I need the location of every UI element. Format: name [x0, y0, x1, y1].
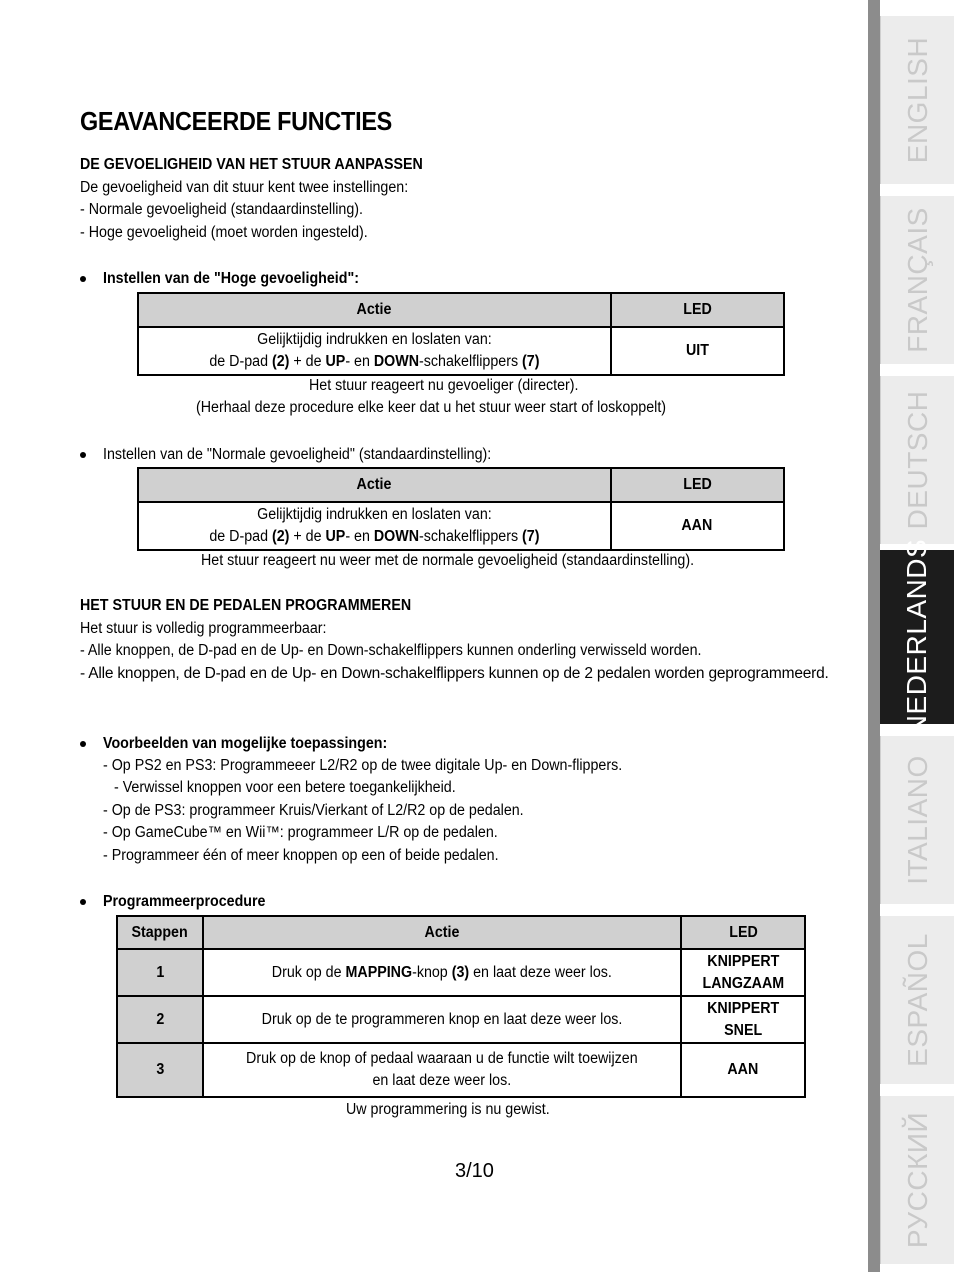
paragraph-line: - Hoge gevoeligheid (moet worden ingesteld).: [80, 224, 368, 241]
led-cell: AAN: [611, 502, 784, 550]
paragraph-justified: - Alle knoppen, de D-pad en de Up- en Down-schakelflippers kunnen op de 2 pedalen worden geprogrammeerd.: [80, 665, 829, 682]
bullet-procedure: Programmeerprocedure: [103, 893, 266, 910]
note-line: (Herhaal deze procedure elke keer dat u het stuur weer start of loskoppelt): [196, 399, 667, 416]
note-line: Het stuur reageert nu gevoeliger (directer).: [309, 377, 579, 394]
bullet-icon: [80, 741, 86, 747]
step-number: 3: [117, 1043, 203, 1097]
led-cell: KNIPPERT SNEL: [681, 996, 805, 1043]
procedure-table: [116, 915, 806, 1098]
bullet-icon: [80, 452, 86, 458]
list-item: - Verwissel knoppen voor een betere toegankelijkheid.: [114, 779, 456, 796]
step-number: 2: [117, 996, 203, 1043]
list-item: - Op de PS3: programmeer Kruis/Vierkant of L2/R2 op de pedalen.: [103, 802, 524, 819]
paragraph-line: Het stuur is volledig programmeerbaar:: [80, 620, 327, 637]
action-text: Gelijktijdig indrukken en loslaten van:: [256, 331, 492, 348]
led-cell: AAN: [681, 1043, 805, 1097]
action-cell: Druk op de knop of pedaal waaraan u de functie wilt toewijzen en laat deze weer los.: [203, 1043, 681, 1097]
tab-nederlands[interactable]: NEDERLANDS: [880, 550, 954, 724]
paragraph-line: - Alle knoppen, de D-pad en de Up- en Down-schakelflippers kunnen onderling verwisseld worden.: [80, 642, 702, 659]
tab-russian[interactable]: РУССКИЙ: [880, 1096, 954, 1264]
led-cell: KNIPPERT LANGZAAM: [681, 949, 805, 996]
action-text: Gelijktijdig indrukken en loslaten van:: [256, 506, 492, 523]
tab-francais[interactable]: FRANÇAIS: [880, 196, 954, 364]
bullet-icon: [80, 276, 86, 282]
column-header-led: LED: [611, 293, 784, 327]
list-item: - Op PS2 en PS3: Programmeeer L2/R2 op de twee digitale Up- en Down-flippers.: [103, 757, 623, 774]
tab-english[interactable]: ENGLISH: [880, 16, 954, 184]
column-header-action: Actie: [138, 468, 611, 502]
column-header-action: Actie: [138, 293, 611, 327]
tab-espanol[interactable]: ESPAÑOL: [880, 916, 954, 1084]
high-sensitivity-table: [137, 292, 785, 376]
bullet-high-sensitivity: Instellen van de "Hoge gevoeligheid":: [103, 270, 360, 287]
bullet-normal-sensitivity: Instellen van de "Normale gevoeligheid" (standaardinstelling):: [103, 446, 492, 463]
step-number: 1: [117, 949, 203, 996]
column-header-led: LED: [681, 916, 805, 949]
section-heading-programming: HET STUUR EN DE PEDALEN PROGRAMMEREN: [80, 597, 412, 614]
list-item: - Programmeer één of meer knoppen op een of beide pedalen.: [103, 847, 499, 864]
column-header-steps: Stappen: [117, 916, 203, 949]
page-title: GEAVANCEERDE FUNCTIES: [80, 106, 392, 136]
led-cell: UIT: [611, 327, 784, 375]
column-header-action: Actie: [203, 916, 681, 949]
sidebar-strip: [868, 0, 880, 1272]
action-cell: Druk op de te programmeren knop en laat deze weer los.: [203, 996, 681, 1043]
tab-deutsch[interactable]: DEUTSCH: [880, 376, 954, 544]
list-item: - Op GameCube™ en Wii™: programmeer L/R op de pedalen.: [103, 824, 498, 841]
action-cell: Gelijktijdig indrukken en loslaten van: de D-pad (2) + de UP- en DOWN-schakelflippers (7): [138, 327, 611, 375]
language-sidebar: [868, 0, 954, 1272]
action-cell: Druk op de MAPPING-knop (3) en laat deze weer los.: [203, 949, 681, 996]
section-heading-sensitivity: DE GEVOELIGHEID VAN HET STUUR AANPASSEN: [80, 156, 423, 173]
tab-italiano[interactable]: ITALIANO: [880, 736, 954, 904]
column-header-led: LED: [611, 468, 784, 502]
paragraph-line: - Normale gevoeligheid (standaardinstelling).: [80, 201, 363, 218]
page-number: 3/10: [455, 1160, 494, 1182]
bullet-icon: [80, 899, 86, 905]
bullet-examples: Voorbeelden van mogelijke toepassingen:: [103, 735, 388, 752]
normal-sensitivity-table: [137, 467, 785, 551]
note-line: Het stuur reageert nu weer met de normale gevoeligheid (standaardinstelling).: [201, 552, 695, 569]
note-line: Uw programmering is nu gewist.: [346, 1101, 550, 1118]
paragraph-line: De gevoeligheid van dit stuur kent twee instellingen:: [80, 179, 409, 196]
action-cell: Gelijktijdig indrukken en loslaten van: de D-pad (2) + de UP- en DOWN-schakelflippers (7): [138, 502, 611, 550]
